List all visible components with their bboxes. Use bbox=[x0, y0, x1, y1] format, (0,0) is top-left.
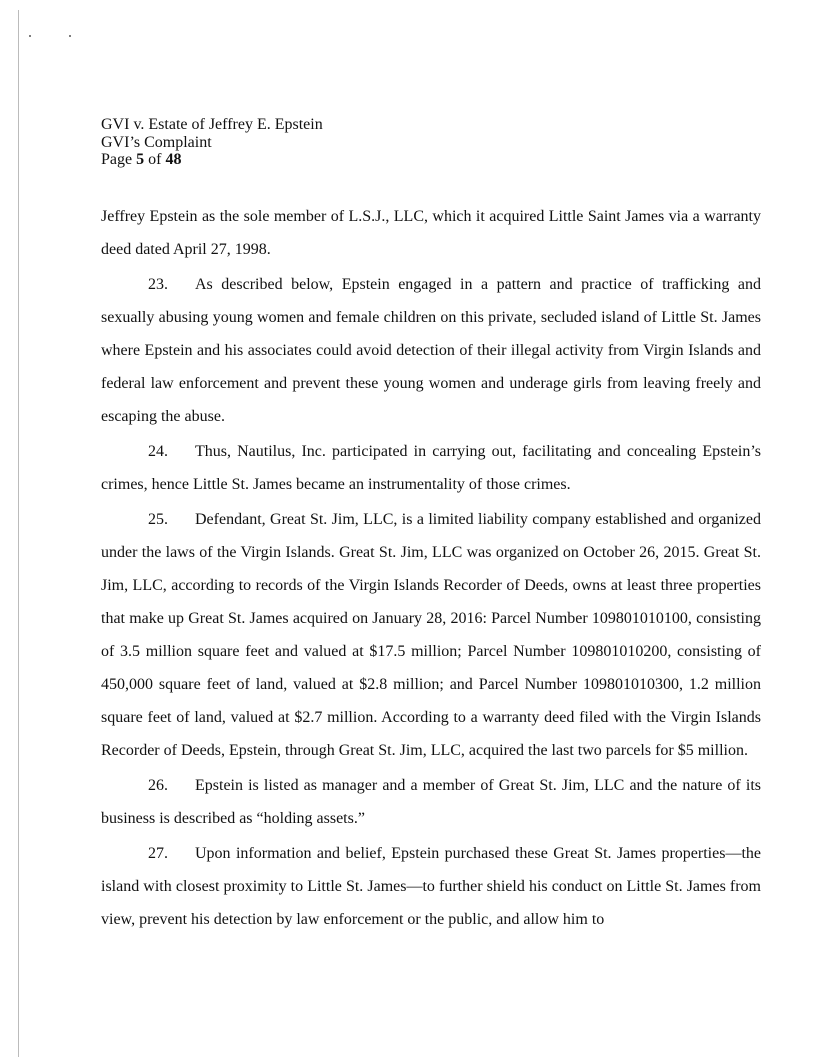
page-indicator: Page 5 of 48 bbox=[101, 151, 182, 168]
scan-left-edge bbox=[18, 10, 19, 1057]
scan-speck bbox=[69, 35, 71, 37]
document-body bbox=[101, 200, 761, 938]
paragraph-number: 27. bbox=[148, 845, 168, 862]
paragraph-number: 24. bbox=[148, 443, 168, 460]
paragraph-number: 25. bbox=[148, 511, 168, 528]
case-title: GVI v. Estate of Jeffrey E. Epstein bbox=[101, 116, 323, 133]
page-number: 5 bbox=[136, 151, 145, 168]
paragraph-26: 26. Epstein is listed as manager and a member of Great St. Jim, LLC and the nature of its business is described as “holding assets.” bbox=[101, 769, 761, 835]
page-header bbox=[101, 116, 323, 169]
page-total: 48 bbox=[165, 151, 182, 168]
paragraph-number: 26. bbox=[148, 777, 168, 794]
paragraph-number: 23. bbox=[148, 276, 168, 293]
paragraph-25: 25. Defendant, Great St. Jim, LLC, is a limited liability company established and organized under the laws of the Virgin Islands. Great St. Jim, LLC was organized on October 26, 2015. Great St. Jim, LLC, according to records of the Virgin Islands Recorder of Deeds, owns at least three properties that make up Great St. James acquired on January 28, 2016: Parcel Number 109801010100, consisting of 3.5 million square feet and valued at $17.5 million; Parcel Number 109801010200, consisting of 450,000 square feet of land, valued at $2.8 million; and Parcel Number 109801010300, 1.2 million square feet of land, valued at $2.7 million. According to a warranty deed filed with the Virgin Islands Recorder of Deeds, Epstein, through Great St. Jim, LLC, acquired the last two parcels for $5 million. bbox=[101, 503, 761, 767]
scan-speck bbox=[29, 35, 31, 37]
paragraph-27: 27. Upon information and belief, Epstein purchased these Great St. James properties—the island with closest proximity to Little St. James—to further shield his conduct on Little St. James from view, prevent his detection by law enforcement or the public, and allow him to bbox=[101, 837, 761, 936]
paragraph-continued: Jeffrey Epstein as the sole member of L.S.J., LLC, which it acquired Little Saint James via a warranty deed dated April 27, 1998. bbox=[101, 208, 761, 258]
document-title: GVI’s Complaint bbox=[101, 133, 212, 151]
paragraph-23: 23. As described below, Epstein engaged in a pattern and practice of trafficking and sexually abusing young women and female children on this private, secluded island of Little St. James where Epstein and his associates could avoid detection of their illegal activity from Virgin Islands and federal law enforcement and prevent these young women and underage girls from leaving freely and escaping the abuse. bbox=[101, 268, 761, 433]
paragraph-24: 24. Thus, Nautilus, Inc. participated in carrying out, facilitating and concealing Epstein’s crimes, hence Little St. James became an instrumentality of those crimes. bbox=[101, 435, 761, 501]
